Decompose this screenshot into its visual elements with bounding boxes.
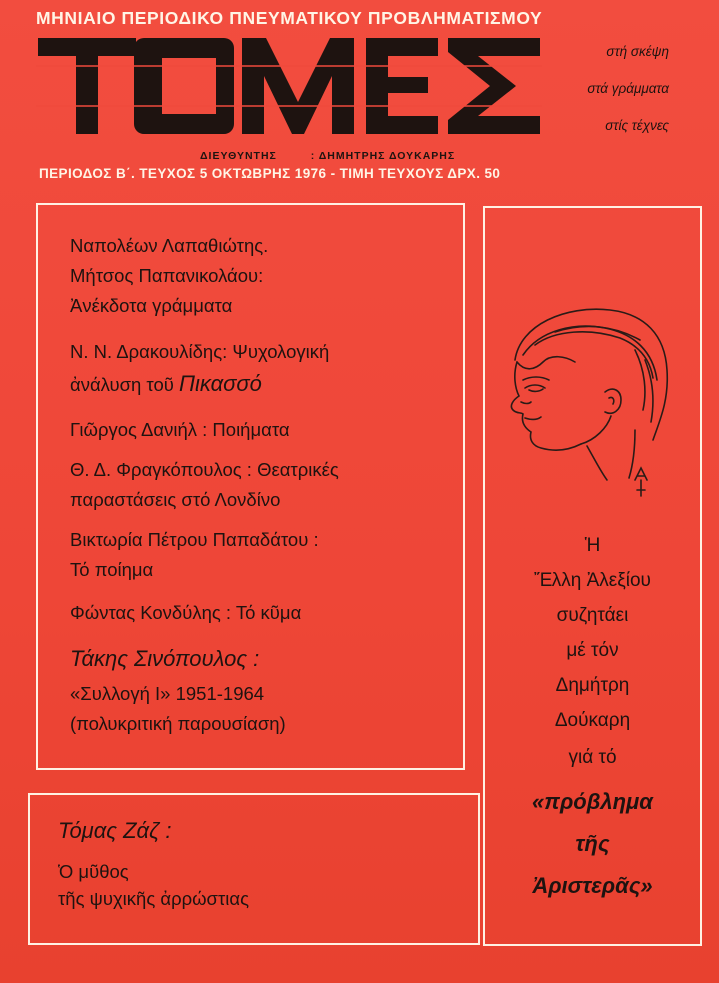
contents-entry-7-line-1: Τάκης Σινόπουλος : [70, 646, 260, 671]
contents-entry-1-line-2: Μήτσος Παπανικολάου: [70, 265, 264, 286]
feature-author: Τόμας Ζάζ : [58, 818, 172, 843]
motto-line-3: στίς τέχνες [605, 118, 669, 133]
interview-line-1: Ἡ [584, 535, 601, 556]
contents-entry-4-line-1: Θ. Δ. Φραγκόπουλος : Θεατρικές [70, 459, 339, 480]
interview-line-5: Δημήτρη [555, 675, 630, 696]
picasso-highlight: Πικασσό [179, 371, 262, 396]
interview-line-4: μέ τόν [566, 640, 619, 661]
interview-line-2: Ἔλλη Ἀλεξίου [534, 570, 651, 591]
interview-line-6: Δούκαρη [554, 710, 631, 731]
feature-title [58, 858, 249, 912]
contents-entry-7-line-3: (πολυκριτική παρουσίαση) [70, 713, 286, 734]
portrait-sketch [495, 300, 680, 505]
feature-title-line-1: Ὁ μῦθος [58, 861, 129, 882]
contents-entry-2-line-2: ἀνάλυση τοῦ Πικασσό [70, 371, 262, 396]
director-row [200, 150, 455, 162]
director-label: ΔΙΕΥΘΥΝΤΗΣ [200, 150, 277, 162]
contents-entry-3: Γιῶργος Δανιήλ : Ποιήματα [70, 419, 290, 440]
motto-line-1: στή σκέψη [606, 44, 669, 59]
director-name: : ΔΗΜΗΤΡΗΣ ΔΟΥΚΑΡΗΣ [310, 150, 456, 162]
issue-info: ΠΕΡΙΟΔΟΣ Β΄. ΤΕΥΧΟΣ 5 ΟΚΤΩΒΡΗΣ 1976 - ΤΙΜΗ ΤΕΥΧΟΥΣ ΔΡΧ. 50 [39, 166, 501, 181]
masthead-tagline: ΜΗΝΙΑΙΟ ΠΕΡΙΟΔΙΚΟ ΠΝΕΥΜΑΤΙΚΟΥ ΠΡΟΒΛΗΜΑΤΙΣΜΟΥ [36, 8, 543, 28]
motto-line-2: στά γράμματα [587, 81, 669, 96]
magazine-logo [36, 36, 542, 136]
interview-topic-line-1: «πρόβλημα [532, 789, 653, 814]
interview-line-3: συζητάει [556, 605, 629, 626]
interview-line-7: γιά τό [568, 747, 617, 768]
contents-entry-1-line-1: Ναπολέων Λαπαθιώτης. [70, 235, 269, 256]
contents-entry-2-line-1: Ν. Ν. Δρακουλίδης: Ψυχολογική [70, 341, 330, 362]
contents-entry-7-line-2: «Συλλογή Ι» 1951-1964 [70, 683, 265, 704]
contents-entry-5-line-2: Τό ποίημα [70, 559, 154, 580]
interview-topic-line-2: τῆς [575, 831, 610, 856]
feature-title-line-2: τῆς ψυχικῆς ἀρρώστιας [58, 888, 250, 909]
contents-entry-5-line-1: Βικτωρία Πέτρου Παπαδάτου : [70, 529, 319, 550]
contents-entry-1-line-3: Ἀνέκδοτα γράμματα [70, 295, 233, 316]
interview-topic-line-3: Ἀριστερᾶς» [532, 873, 653, 898]
contents-entry-6: Φώντας Κονδύλης : Τό κῦμα [70, 602, 302, 623]
contents-entry-4-line-2: παραστάσεις στό Λονδίνο [70, 489, 281, 510]
